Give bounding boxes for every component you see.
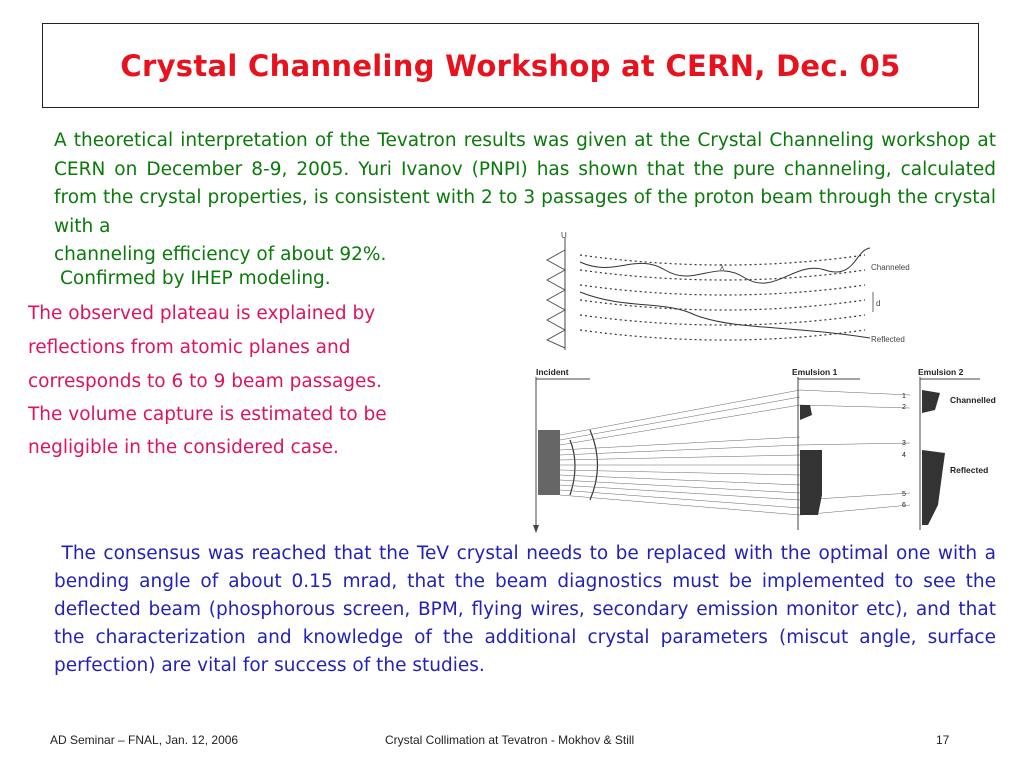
channeled-label: Channeled	[871, 263, 910, 272]
plateau-line: reflections from atomic planes and	[28, 337, 351, 358]
marker-number: 5	[902, 491, 906, 498]
incident-beam-profile	[538, 430, 560, 495]
intro-line: shown that the pure channeling, calculated from the crystal properties, is	[54, 158, 996, 208]
axis-u-label: U	[561, 231, 567, 240]
consensus-line: The consensus was reached that the TeV crystal needs to be replaced with the	[61, 543, 811, 564]
consensus-paragraph	[54, 540, 996, 680]
consensus-line: flying wires, secondary emission monitor etc), and that the characterization	[54, 599, 996, 648]
crystal-edge	[570, 440, 575, 495]
emulsion2-label: Emulsion 2	[918, 367, 964, 377]
slide-title: Crystal Channeling Workshop at CERN, Dec. 05	[120, 48, 901, 83]
intro-line: A theoretical interpretation of the Tevatron results was given at the Crystal	[54, 130, 763, 151]
marker-number: 6	[902, 502, 906, 509]
intro-line: channeling efficiency of about 92%.	[54, 244, 387, 265]
incident-label: Incident	[536, 367, 569, 377]
marker-number: 3	[902, 440, 906, 447]
confirmed-text: Confirmed by IHEP modeling.	[60, 268, 331, 289]
potential-curve	[547, 250, 565, 348]
emulsion1-channeled-peak	[800, 405, 812, 420]
emulsion1-label: Emulsion 1	[792, 367, 838, 377]
title-box	[42, 23, 979, 108]
consensus-line: and knowledge of the additional crystal parameters (miscut angle, surface	[256, 627, 996, 648]
marker-number: 2	[902, 404, 906, 411]
plateau-line: The volume capture is estimated to be	[28, 404, 387, 425]
marker-number: 4	[902, 452, 906, 459]
consensus-line: perfection) are vital for success of the studies.	[54, 655, 485, 676]
footer-center: Crystal Collimation at Tevatron - Mokhov & Still	[385, 733, 635, 747]
plateau-line: negligible in the considered case.	[28, 437, 339, 458]
intro-line: consistent with 2 to 3 passages of the proton beam through the crystal with a	[54, 187, 996, 237]
axis-arrow	[533, 525, 539, 533]
emulsion-diagram	[530, 365, 996, 535]
plateau-line: corresponds to 6 to 9 beam passages.	[28, 371, 382, 392]
footer-left: AD Seminar – FNAL, Jan. 12, 2006	[50, 733, 239, 747]
reflected-label: Reflected	[871, 335, 905, 344]
marker-number: 1	[902, 393, 906, 400]
consensus-line: optimal one with a bending angle of about 0.15 mrad, that the beam diagnostics	[54, 543, 996, 592]
emulsion2-channeled-peak	[922, 390, 940, 413]
channeling-diagram	[535, 230, 920, 360]
d-label: d	[876, 299, 881, 308]
plateau-line: The observed plateau is explained by	[28, 303, 376, 324]
emulsion1-reflected-peak	[800, 450, 822, 515]
beam-lines	[560, 390, 910, 515]
consensus-line: must be implemented to see the deflected beam (phosphorous screen, BPM,	[54, 571, 997, 620]
lambda-label: λ	[720, 263, 724, 272]
reflected-trajectory	[580, 292, 870, 338]
reflected-label: Reflected	[950, 465, 989, 475]
emulsion2-reflected-peak	[922, 450, 945, 525]
intro-line: Channeling workshop at CERN on December 8-9, 2005. Yuri Ivanov (PNPI) has	[54, 130, 996, 180]
channelled-label: Channelled	[950, 395, 996, 405]
page-number: 17	[936, 733, 950, 747]
